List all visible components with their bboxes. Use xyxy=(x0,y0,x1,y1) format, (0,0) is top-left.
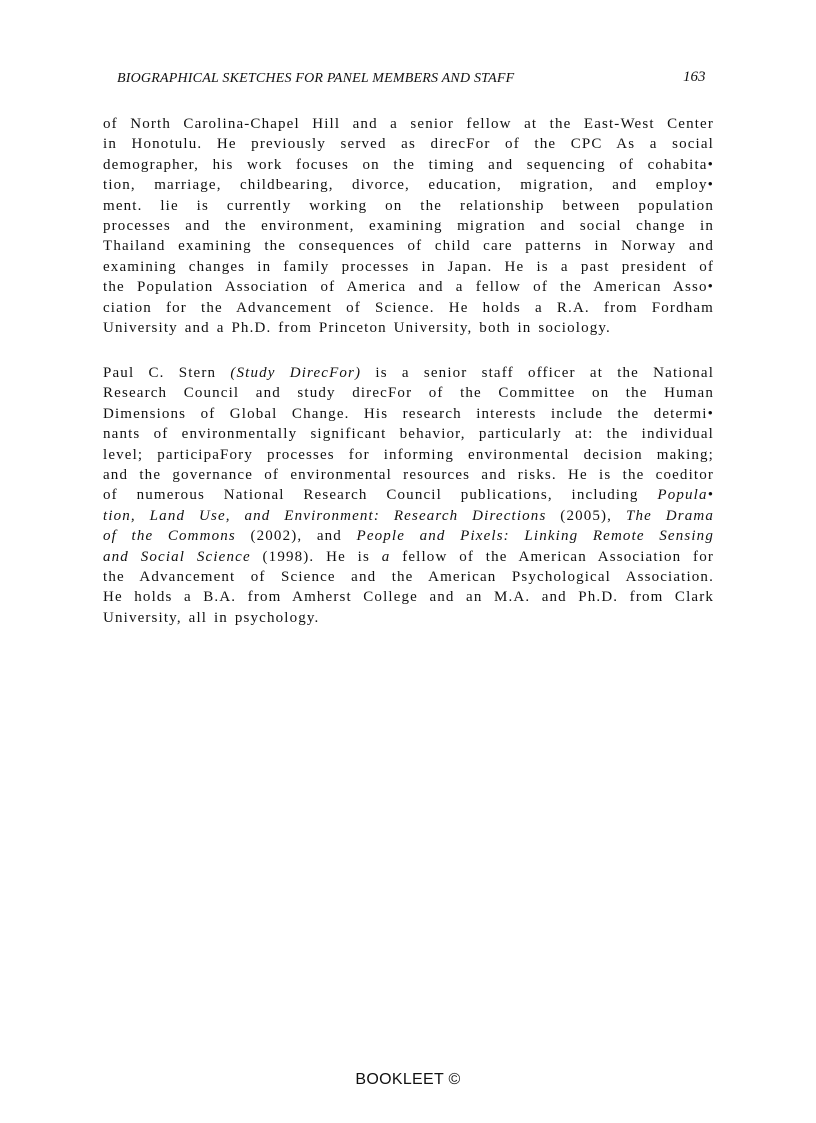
text-line: demographer, his work focuses on the timing and sequencing of cohabita• xyxy=(103,156,714,173)
text-line xyxy=(103,547,714,567)
text-run: is a senior staff officer at the National xyxy=(375,365,715,381)
footer-watermark: BOOKLEET © xyxy=(355,1071,461,1088)
text-run: (1998). He is xyxy=(262,548,370,565)
text-line: the Advancement of Science and the American Psychological Association. xyxy=(103,568,714,585)
book-title: and Social Science xyxy=(103,548,251,565)
text-line: University and a Ph.D. from Princeton University, both in sociology. xyxy=(103,319,611,336)
text-line: ciation for the Advancement of Science. He holds a R.A. from Fordham xyxy=(103,299,714,316)
role-title: (Study DirecFor) xyxy=(230,365,362,381)
running-head: BIOGRAPHICAL SKETCHES FOR PANEL MEMBERS AND STAFF xyxy=(117,71,515,86)
text-line: the Population Association of America and a fellow of the American Asso• xyxy=(103,279,714,296)
paragraph-bio-continued xyxy=(103,114,714,338)
text-line xyxy=(103,526,714,546)
text-run: (2002), and xyxy=(250,528,342,545)
text-run: a xyxy=(381,548,391,565)
text-line: He holds a B.A. from Amherst College and an M.A. and Ph.D. from Clark xyxy=(103,589,714,606)
paragraph-bio-paul-stern xyxy=(103,363,714,628)
text-line: of North Carolina-Chapel Hill and a senior fellow at the East-West Center xyxy=(103,116,714,132)
text-line: Thailand examining the consequences of child care patterns in Norway and xyxy=(103,238,714,255)
text-line: in Honotulu. He previously served as direcFor of the CPC As a social xyxy=(103,136,714,153)
text-run: of numerous National Research Council publications, including xyxy=(103,487,639,504)
text-line: processes and the environment, examining migration and social change in xyxy=(103,217,714,234)
book-title: People and Pixels: Linking Remote Sensing xyxy=(356,528,714,545)
text-line: nants of environmentally significant behavior, particularly at: the individual xyxy=(103,426,714,443)
book-title: tion, Land Use, and Environment: Research Directions xyxy=(103,507,547,524)
text-line: level; participaFory processes for informing environmental decision making; xyxy=(103,446,714,463)
text-line xyxy=(103,363,714,383)
person-name: Paul C. Stern xyxy=(103,365,217,381)
text-line: University, all in psychology. xyxy=(103,609,320,626)
text-line: Dimensions of Global Change. His research interests include the determi• xyxy=(103,405,714,422)
text-line: tion, marriage, childbearing, divorce, education, migration, and employ• xyxy=(103,177,714,194)
page-number: 163 xyxy=(683,69,706,85)
book-title: The Drama xyxy=(625,507,715,524)
text-line: Research Council and study direcFor of the Committee on the Human xyxy=(103,385,714,402)
text-line xyxy=(103,506,714,526)
book-title: Popula• xyxy=(657,487,715,504)
book-title: of the Commons xyxy=(103,528,236,545)
text-run: (2005), xyxy=(560,507,613,524)
text-line: and the governance of environmental resources and risks. He is the coeditor xyxy=(103,466,714,483)
text-line: ment. lie is currently working on the relationship between population xyxy=(103,197,714,214)
text-line xyxy=(103,485,714,505)
text-line: examining changes in family processes in Japan. He is a past president of xyxy=(103,258,714,275)
text-run: fellow of the American Association for xyxy=(402,548,714,565)
